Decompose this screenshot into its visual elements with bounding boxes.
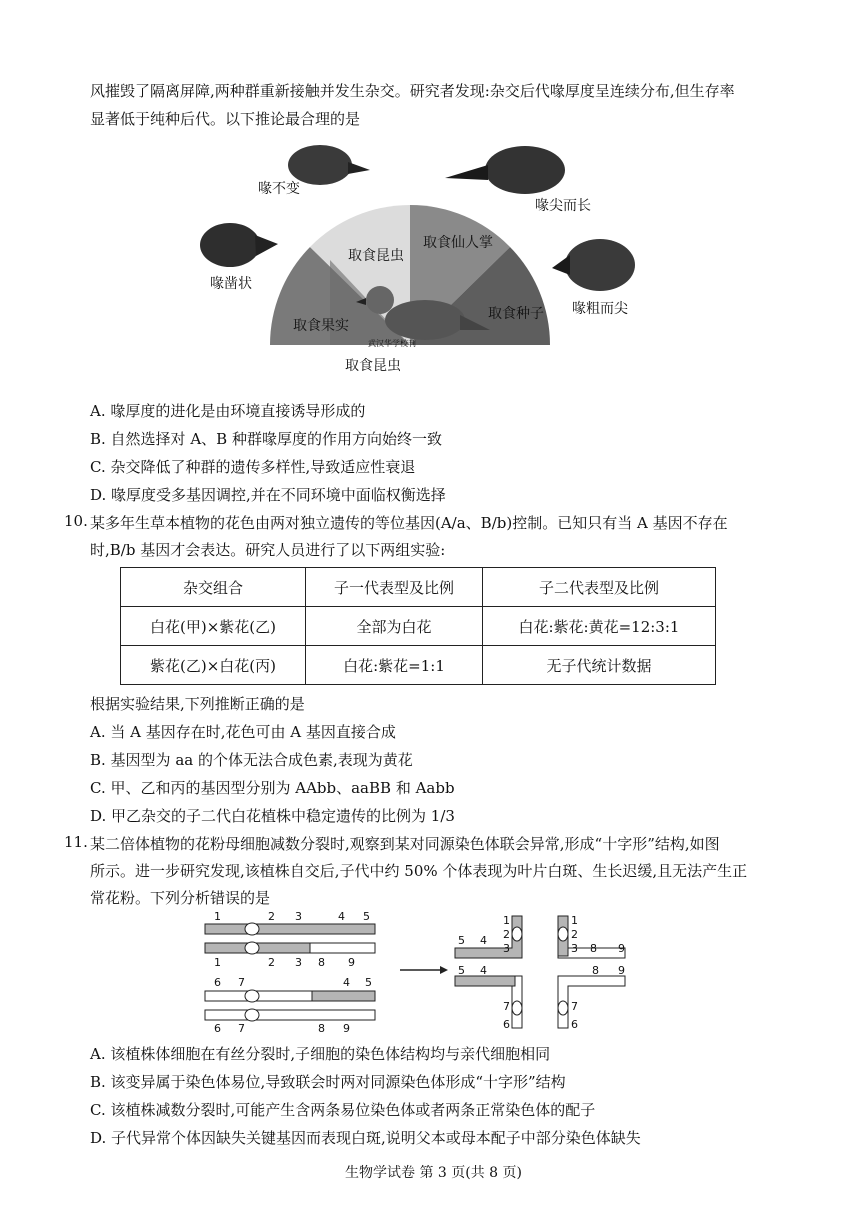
intro-line-2: 显著低于纯种后代。以下推论最合理的是: [90, 110, 361, 128]
q10-option-d: D. 甲乙杂交的子二代白花植株中稳定遗传的比例为 1/3: [90, 807, 455, 825]
q11-stem-2: 所示。进一步研究发现,该植株自交后,子代中约 50% 个体表现为叶片白斑、生长迟缓,且无法产生正: [90, 862, 748, 880]
q11-option-a: A. 该植株体细胞在有丝分裂时,子细胞的染色体结构均与亲代细胞相同: [90, 1045, 551, 1063]
chrom-number: 7: [238, 1022, 245, 1035]
chrom-number: 9: [343, 1022, 350, 1035]
chrom-number: 5: [458, 934, 465, 947]
q10-option-a: A. 当 A 基因存在时,花色可由 A 基因直接合成: [90, 723, 396, 741]
table-header: 子二代表型及比例: [482, 568, 715, 607]
q10-stem-1: 某多年生草本植物的花色由两对独立遗传的等位基因(A/a、B/b)控制。已知只有当 A 基因不存在: [90, 514, 728, 532]
table-cell: 白花:紫花:黄花=12:3:1: [482, 607, 715, 646]
q11-stem-1: 某二倍体植物的花粉母细胞减数分裂时,观察到某对同源染色体联会异常,形成“十字形”结构,如图: [90, 835, 720, 853]
chrom-number: 3: [295, 956, 302, 969]
q11-option-c: C. 该植株减数分裂时,可能产生含两条易位染色体或者两条正常染色体的配子: [90, 1101, 596, 1119]
chromosome-diagram: [200, 908, 640, 1036]
finch-figure: [190, 140, 650, 380]
beak-label-thick-pointed: 喙粗而尖: [572, 301, 628, 317]
chrom-number: 8: [318, 1022, 325, 1035]
chrom-number: 7: [238, 976, 245, 989]
beak-label-unchanged: 喙不变: [258, 181, 300, 197]
chrom-number: 5: [458, 964, 465, 977]
q10-lead: 根据实验结果,下列推断正确的是: [90, 695, 305, 713]
q11-number: 11.: [64, 833, 88, 851]
chrom-number: 2: [571, 928, 578, 941]
chrom-number: 9: [618, 942, 625, 955]
chrom-number: 3: [571, 942, 578, 955]
table-row: [121, 646, 716, 685]
chrom-number: 9: [348, 956, 355, 969]
chrom-number: 4: [480, 934, 487, 947]
chrom-number: 9: [618, 964, 625, 977]
chrom-number: 3: [503, 942, 510, 955]
beak-label-pointed-long: 喙尖而长: [535, 198, 591, 214]
bird-head-left: [200, 223, 278, 267]
chrom-number: 7: [503, 1000, 510, 1013]
q9-option-a: A. 喙厚度的进化是由环境直接诱导形成的: [90, 402, 366, 420]
bird-head-top-right: [445, 146, 565, 194]
chrom-number: 6: [571, 1018, 578, 1031]
chrom-number: 8: [318, 956, 325, 969]
chrom-number: 2: [268, 956, 275, 969]
chrom-number: 5: [365, 976, 372, 989]
q10-option-b: B. 基因型为 aa 的个体无法合成色素,表现为黄花: [90, 751, 413, 769]
chrom-number: 8: [590, 942, 597, 955]
sector-label-cactus: 取食仙人掌: [423, 235, 493, 251]
page-footer: 生物学试卷 第 3 页(共 8 页): [345, 1165, 522, 1181]
table-header-row: [121, 568, 716, 607]
beak-label-chisel: 喙凿状: [210, 276, 252, 292]
chrom-number: 8: [592, 964, 599, 977]
intro-line-1: 风摧毁了隔离屏障,两种群重新接触并发生杂交。研究者发现:杂交后代喙厚度呈连续分布,但生存率: [90, 82, 735, 100]
table-cell: 白花:紫花=1:1: [306, 646, 483, 685]
cross-table: [120, 567, 716, 685]
q9-option-d: D. 喙厚度受多基因调控,并在不同环境中面临权衡选择: [90, 486, 446, 504]
chrom-number: 6: [214, 976, 221, 989]
q9-option-b: B. 自然选择对 A、B 种群喙厚度的作用方向始终一致: [90, 430, 442, 448]
arrow-icon: [400, 966, 448, 974]
chrom-number: 5: [363, 910, 370, 923]
chrom-number: 1: [214, 956, 221, 969]
table-header: 杂交组合: [121, 568, 306, 607]
q11-option-b: B. 该变异属于染色体易位,导致联会时两对同源染色体形成“十字形”结构: [90, 1073, 566, 1091]
q10-stem-2: 时,B/b 基因才会表达。研究人员进行了以下两组实验:: [90, 541, 446, 559]
chromosome-figure: [200, 908, 640, 1036]
sector-label-seeds: 取食种子: [488, 306, 544, 322]
chrom-number: 1: [214, 910, 221, 923]
q10-option-c: C. 甲、乙和丙的基因型分别为 AAbb、aaBB 和 Aabb: [90, 779, 455, 797]
chrom-number: 6: [214, 1022, 221, 1035]
sector-label-fruit: 取食果实: [293, 318, 349, 334]
chrom-number: 4: [343, 976, 350, 989]
q9-option-c: C. 杂交降低了种群的遗传多样性,导致适应性衰退: [90, 458, 416, 476]
chrom-number: 2: [268, 910, 275, 923]
table-cell: 白花(甲)×紫花(乙): [121, 607, 306, 646]
figure-caption: 取食昆虫: [345, 358, 401, 374]
table-cell: 无子代统计数据: [482, 646, 715, 685]
chrom-number: 2: [503, 928, 510, 941]
chrom-number: 6: [503, 1018, 510, 1031]
bird-head-top-left: [288, 145, 370, 185]
finch-diagram: [190, 140, 650, 380]
table-cell: 紫花(乙)×白花(丙): [121, 646, 306, 685]
q11-stem-3: 常花粉。下列分析错误的是: [90, 889, 271, 907]
bird-head-right: [552, 239, 635, 291]
q10-number: 10.: [64, 512, 88, 530]
chrom-number: 1: [503, 914, 510, 927]
watermark: 武汉华学校刊: [368, 339, 416, 348]
sector-label-insects: 取食昆虫: [348, 248, 404, 264]
chrom-number: 7: [571, 1000, 578, 1013]
chrom-number: 3: [295, 910, 302, 923]
chrom-number: 4: [480, 964, 487, 977]
chrom-number: 4: [338, 910, 345, 923]
chrom-number: 1: [571, 914, 578, 927]
table-cell: 全部为白花: [306, 607, 483, 646]
q11-option-d: D. 子代异常个体因缺失关键基因而表现白斑,说明父本或母本配子中部分染色体缺失: [90, 1129, 641, 1147]
table-row: [121, 607, 716, 646]
table-header: 子一代表型及比例: [306, 568, 483, 607]
